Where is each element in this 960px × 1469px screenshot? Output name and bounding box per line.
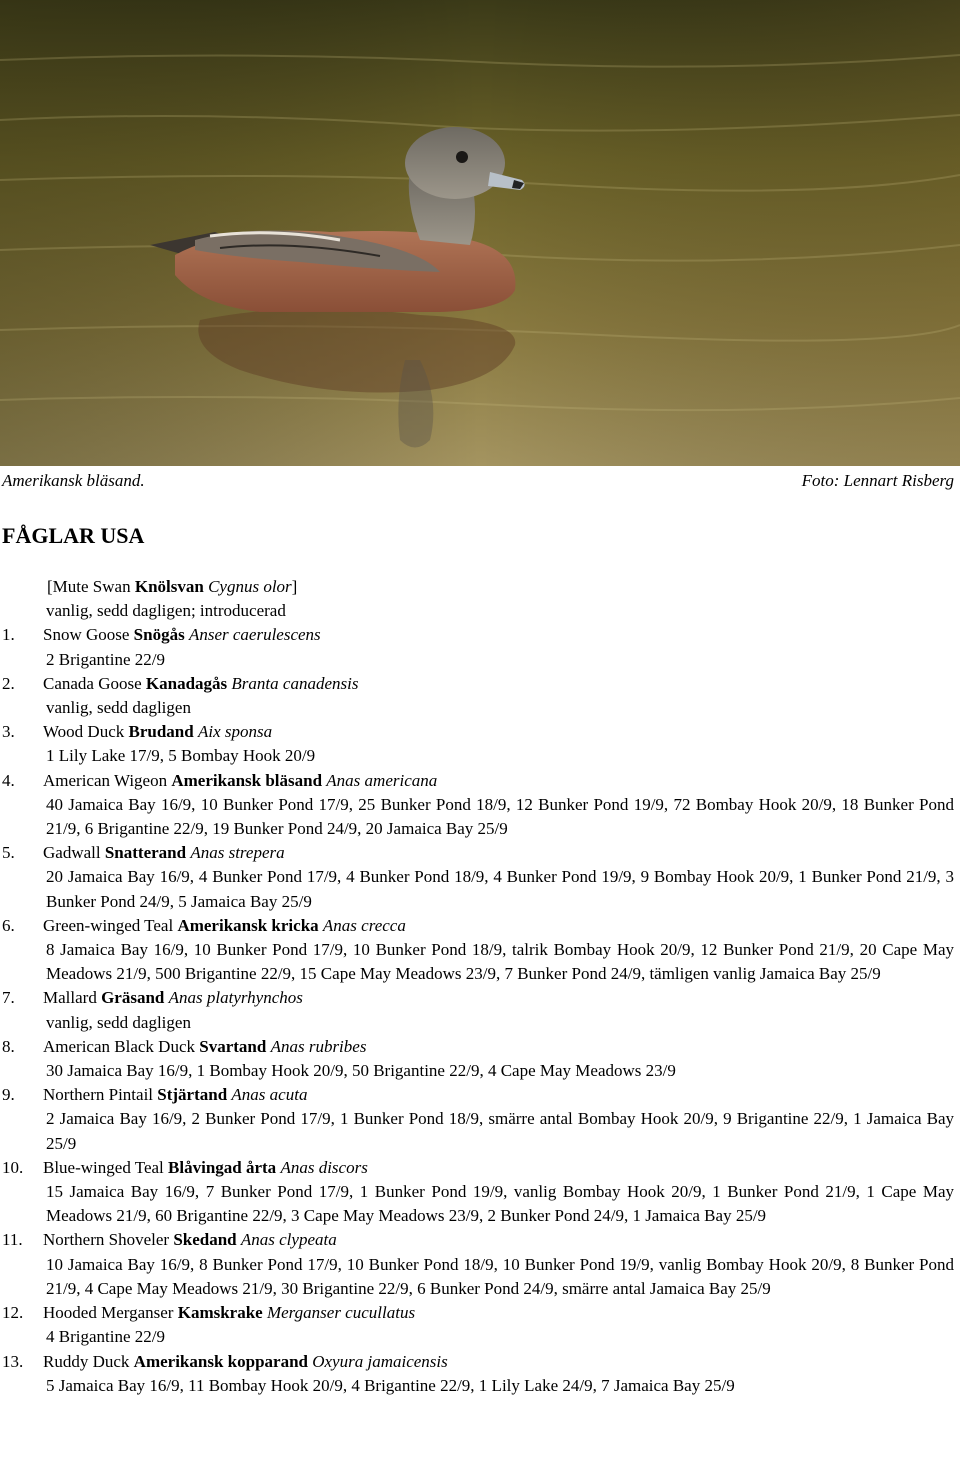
species-line: [2, 769, 954, 793]
species-swedish: Snögås: [133, 625, 185, 645]
species-english: Mallard: [43, 988, 97, 1008]
species-note: 1 Lily Lake 17/9, 5 Bombay Hook 20/9: [46, 746, 316, 766]
species-latin: Merganser cucullatus: [266, 1303, 416, 1323]
species-line: [2, 1083, 954, 1107]
species-swedish: Stjärtand: [157, 1085, 228, 1105]
species-swedish: Knölsvan: [134, 577, 204, 596]
species-latin: Branta canadensis: [231, 673, 359, 693]
list-item: [2, 623, 954, 671]
species-number: 2.: [2, 673, 15, 693]
species-note: vanlig, sedd dagligen: [46, 698, 191, 718]
list-item: [2, 769, 954, 842]
list-item: [2, 1035, 954, 1083]
species-swedish: Kamskrake: [177, 1303, 263, 1323]
species-number: 11.: [2, 1230, 23, 1250]
species-swedish: Snatterand: [104, 843, 187, 863]
species-line: [2, 1035, 954, 1059]
species-number: 7.: [2, 988, 15, 1008]
species-swedish: Kanadagås: [145, 673, 228, 693]
species-note: vanlig, sedd dagligen: [46, 1012, 191, 1032]
page-title: FÅGLAR USA: [2, 523, 145, 548]
species-latin: Aix sponsa: [197, 722, 273, 742]
species-english: Canada Goose: [43, 673, 142, 693]
species-latin: Anas crecca: [322, 915, 406, 935]
species-note: 30 Jamaica Bay 16/9, 1 Bombay Hook 20/9, 50 Brigantine 22/9, 4 Cape May Meadows 23/9: [46, 1061, 676, 1081]
species-note: 4 Brigantine 22/9: [46, 1327, 165, 1347]
species-latin: Oxyura jamaicensis: [312, 1351, 448, 1371]
list-item: [2, 841, 954, 914]
species-number: 12.: [2, 1303, 24, 1323]
species-swedish: Gräsand: [101, 988, 165, 1008]
photo-caption: [2, 470, 954, 492]
species-swedish: Brudand: [128, 722, 194, 742]
species-english: Ruddy Duck: [43, 1351, 130, 1371]
list-item: [2, 914, 954, 987]
list-item-preamble: [2, 575, 954, 623]
species-line: [2, 986, 954, 1010]
species-line: [2, 841, 954, 865]
duck-photo: [0, 0, 960, 466]
species-number: 6.: [2, 915, 15, 935]
species-english: Northern Shoveler: [43, 1230, 170, 1250]
american-wigeon-image: [0, 0, 960, 466]
species-english: Gadwall: [43, 843, 101, 863]
species-note: 10 Jamaica Bay 16/9, 8 Bunker Pond 17/9, 10 Bunker Pond 18/9, 10 Bunker Pond 19/9, vanlig Bombay Hook 20/9, 8 Bunker Pond 21/9, 4 Cape May Meadows 21/9, 30 Brigantine 22/9, 6 Bunker Pond 24/9, smärre antal Jamaica Bay 25/9: [46, 1254, 954, 1298]
list-item: [2, 986, 954, 1034]
species-latin: Anas platyrhynchos: [168, 988, 303, 1008]
species-list: [2, 575, 954, 1398]
species-line: [2, 1350, 954, 1374]
species-note: 2 Jamaica Bay 16/9, 2 Bunker Pond 17/9, 1 Bunker Pond 18/9, smärre antal Bombay Hook 20/9, 9 Brigantine 22/9, 1 Jamaica Bay 25/9: [46, 1109, 954, 1153]
species-number: 5.: [2, 843, 15, 863]
species-number: 10.: [2, 1157, 24, 1177]
species-latin: Anser caerulescens: [188, 625, 321, 645]
species-number: 13.: [2, 1351, 24, 1371]
species-english: American Wigeon: [43, 770, 168, 790]
species-latin: Anas americana: [326, 770, 438, 790]
species-number: 4.: [2, 770, 15, 790]
species-line: [2, 672, 954, 696]
species-english: Mute Swan: [52, 577, 131, 596]
bracket-close: ]: [291, 577, 298, 596]
list-item: [2, 1156, 954, 1229]
species-swedish: Svartand: [199, 1036, 267, 1056]
species-line: [2, 1156, 954, 1180]
species-line: [2, 1228, 954, 1252]
species-english: Wood Duck: [43, 722, 125, 742]
species-swedish: Amerikansk bläsand: [171, 770, 323, 790]
species-english: Hooded Merganser: [43, 1303, 174, 1323]
list-item: [2, 1083, 954, 1156]
species-swedish: Amerikansk kricka: [177, 915, 319, 935]
species-latin: Anas discors: [280, 1157, 368, 1177]
list-item: [2, 672, 954, 720]
species-line: [2, 1301, 954, 1325]
bracket-open: [: [47, 577, 53, 596]
species-latin: Anas acuta: [231, 1085, 308, 1105]
species-english: Snow Goose: [43, 625, 130, 645]
species-latin: Anas clypeata: [240, 1230, 337, 1250]
species-english: American Black Duck: [43, 1036, 195, 1056]
species-english: Green-winged Teal: [43, 915, 174, 935]
species-line: [2, 720, 954, 744]
species-english: Blue-winged Teal: [43, 1157, 164, 1177]
species-english: Northern Pintail: [43, 1085, 154, 1105]
species-note: 40 Jamaica Bay 16/9, 10 Bunker Pond 17/9, 25 Bunker Pond 18/9, 12 Bunker Pond 19/9, 72 Bombay Hook 20/9, 18 Bunker Pond 21/9, 6 Brigantine 22/9, 19 Bunker Pond 24/9, 20 Jamaica Bay 25/9: [46, 794, 954, 839]
species-line: [2, 575, 954, 599]
caption-credit: Foto: Lennart Risberg: [801, 471, 954, 490]
list-item: [2, 1228, 954, 1301]
species-number: 3.: [2, 722, 15, 742]
species-number: 9.: [2, 1085, 15, 1105]
list-item: [2, 1301, 954, 1349]
species-latin: Cygnus olor: [208, 577, 292, 596]
species-swedish: Blåvingad årta: [168, 1157, 277, 1177]
caption-title: Amerikansk bläsand.: [2, 471, 145, 490]
species-note: 2 Brigantine 22/9: [46, 649, 165, 669]
species-entries: [2, 623, 954, 1398]
species-note: 5 Jamaica Bay 16/9, 11 Bombay Hook 20/9, 4 Brigantine 22/9, 1 Lily Lake 24/9, 7 Jamaica Bay 25/9: [46, 1375, 735, 1395]
species-swedish: Skedand: [173, 1230, 237, 1250]
species-latin: Anas rubribes: [270, 1036, 367, 1056]
list-item: [2, 1350, 954, 1398]
species-note: 8 Jamaica Bay 16/9, 10 Bunker Pond 17/9, 10 Bunker Pond 18/9, talrik Bombay Hook 20/9, 12 Bunker Pond 21/9, 20 Cape May Meadows 21/9, 500 Brigantine 22/9, 15 Cape May Meadows 23/9, 7 Bunker Pond 24/9, tämligen vanlig Jamaica Bay 25/9: [46, 940, 954, 984]
species-note: vanlig, sedd dagligen; introducerad: [46, 601, 286, 621]
list-item: [2, 720, 954, 768]
species-number: 8.: [2, 1036, 15, 1056]
species-number: 1.: [2, 625, 15, 645]
species-latin: Anas strepera: [190, 843, 285, 863]
species-note: 15 Jamaica Bay 16/9, 7 Bunker Pond 17/9, 1 Bunker Pond 19/9, vanlig Bombay Hook 20/9, 1 Bunker Pond 21/9, 1 Cape May Meadows 21/9, 60 Brigantine 22/9, 3 Cape May Meadows 23/9, 2 Bunker Pond 24/9, 1 Jamaica Bay 25/9: [46, 1182, 954, 1226]
species-line: [2, 914, 954, 938]
species-note: 20 Jamaica Bay 16/9, 4 Bunker Pond 17/9, 4 Bunker Pond 18/9, 4 Bunker Pond 19/9, 9 Bombay Hook 20/9, 1 Bunker Pond 21/9, 3 Bunker Pond 24/9, 5 Jamaica Bay 25/9: [46, 867, 954, 911]
species-line: [2, 623, 954, 647]
species-swedish: Amerikansk kopparand: [133, 1351, 308, 1371]
